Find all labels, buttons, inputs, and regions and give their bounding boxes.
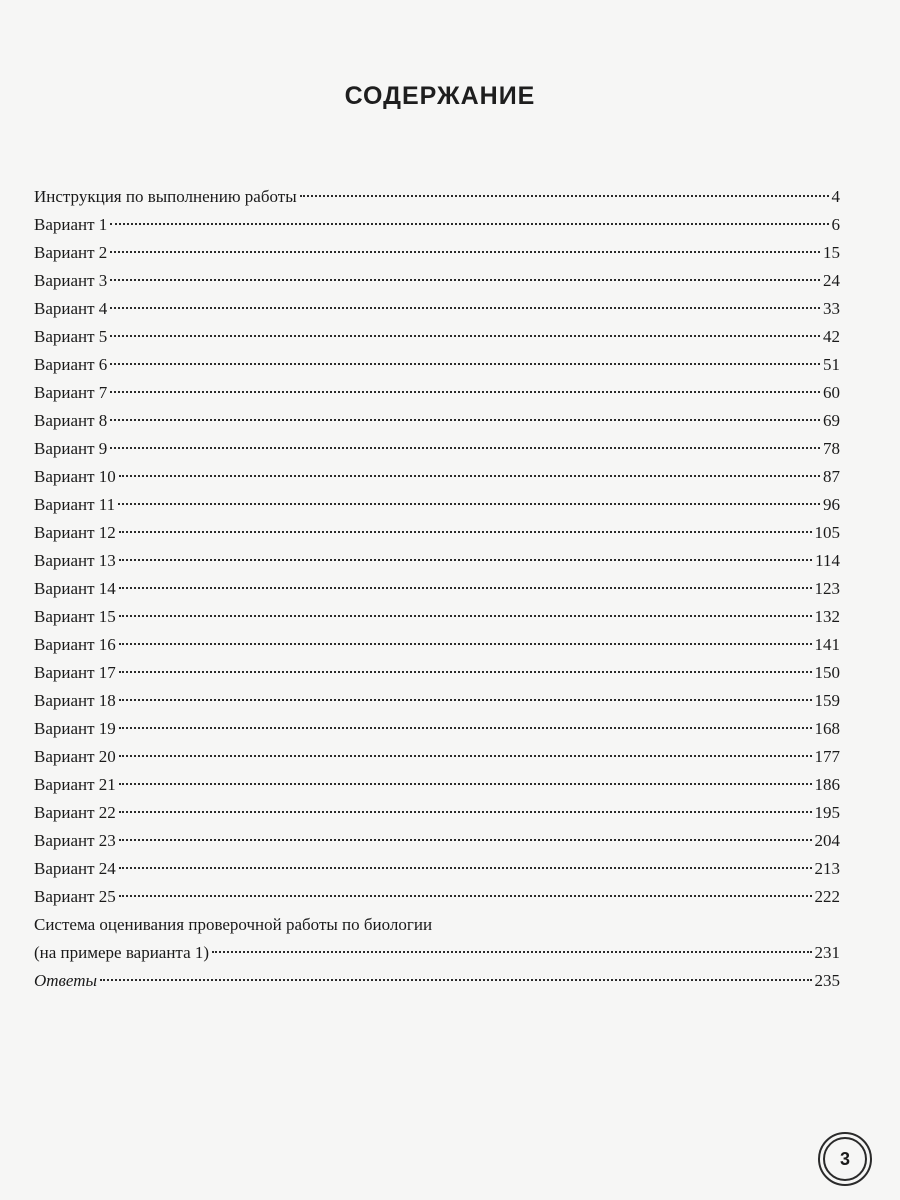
toc-entry <box>34 715 840 743</box>
toc-entry-label: Вариант 21 <box>34 775 116 794</box>
toc-entry-page: 141 <box>814 635 840 654</box>
toc-entry-page: 168 <box>814 719 840 738</box>
toc-entry-grading-line1: Система оценивания проверочной работы по биологии <box>34 915 433 934</box>
dot-leader <box>110 363 820 365</box>
toc-entry-label: Вариант 18 <box>34 691 116 710</box>
toc-entry-page: 159 <box>814 691 840 710</box>
toc-entry-label: Вариант 3 <box>34 271 108 290</box>
toc-entry-label: Вариант 15 <box>34 607 116 626</box>
dot-leader <box>110 447 820 449</box>
toc-entry <box>34 771 840 799</box>
toc-entry <box>34 799 840 827</box>
toc-entry <box>34 267 840 295</box>
dot-leader <box>110 391 820 393</box>
toc-entry <box>34 827 840 855</box>
dot-leader <box>119 643 812 645</box>
toc-entry-label: Вариант 17 <box>34 663 116 682</box>
toc-entry-page: 6 <box>831 215 840 234</box>
toc-entry <box>34 603 840 631</box>
toc-entry <box>34 855 840 883</box>
page-number: 3 <box>823 1137 867 1181</box>
toc-entry-page: 69 <box>823 411 840 430</box>
toc-entry-label: Вариант 20 <box>34 747 116 766</box>
toc-entry-page: 78 <box>823 439 840 458</box>
dot-leader <box>119 839 812 841</box>
toc-entry-label: Ответы <box>34 971 98 990</box>
toc-entry-page: 42 <box>823 327 840 346</box>
toc-entry-page: 150 <box>814 663 840 682</box>
dot-leader <box>100 979 811 981</box>
dot-leader <box>110 251 820 253</box>
toc-entry <box>34 211 840 239</box>
toc-entry <box>34 351 840 379</box>
toc-entry-page: 177 <box>814 747 840 766</box>
dot-leader <box>119 895 812 897</box>
toc-entry-label: Инструкция по выполнению работы <box>34 187 297 206</box>
toc-entry-page: 213 <box>814 859 840 878</box>
dot-leader <box>119 671 812 673</box>
dot-leader <box>119 755 812 757</box>
toc-entry <box>34 295 840 323</box>
dot-leader <box>118 503 820 505</box>
dot-leader <box>119 587 812 589</box>
toc-entry-page: 87 <box>823 467 840 486</box>
toc-entry-grading <box>34 939 840 967</box>
toc-entry-label: Вариант 1 <box>34 215 108 234</box>
toc-entry-page: 123 <box>814 579 840 598</box>
toc-entry-label: Вариант 7 <box>34 383 108 402</box>
dot-leader <box>119 475 820 477</box>
dot-leader <box>110 223 828 225</box>
toc-entry-label: Вариант 2 <box>34 243 108 262</box>
toc-entry-page: 204 <box>814 831 840 850</box>
dot-leader <box>119 615 812 617</box>
toc-entry-label: Вариант 19 <box>34 719 116 738</box>
toc-entry-page: 105 <box>814 523 840 542</box>
toc-entry-page: 4 <box>831 187 840 206</box>
toc-entry-page: 24 <box>823 271 840 290</box>
toc-entry-page: 222 <box>814 887 840 906</box>
toc-entry-label: (на примере варианта 1) <box>34 943 210 962</box>
toc-entry-page: 231 <box>814 943 840 962</box>
toc-entry <box>34 183 840 211</box>
toc-entry-page: 15 <box>823 243 840 262</box>
dot-leader <box>110 279 820 281</box>
dot-leader <box>110 419 820 421</box>
toc-entry <box>34 463 840 491</box>
dot-leader <box>119 811 812 813</box>
dot-leader <box>119 559 812 561</box>
toc-entry-label: Вариант 16 <box>34 635 116 654</box>
toc-entry-page: 60 <box>823 383 840 402</box>
dot-leader <box>119 531 812 533</box>
dot-leader <box>110 307 820 309</box>
toc-entry <box>34 883 840 911</box>
toc-entry-label: Вариант 13 <box>34 551 116 570</box>
toc-entry-label: Вариант 25 <box>34 887 116 906</box>
toc-entry-label: Вариант 9 <box>34 439 108 458</box>
toc-entry-page: 235 <box>814 971 840 990</box>
page-number-badge <box>818 1132 872 1186</box>
toc-entry <box>34 547 840 575</box>
toc-entry-label: Вариант 12 <box>34 523 116 542</box>
toc-entry-answers <box>34 967 840 995</box>
toc-entry <box>34 575 840 603</box>
toc-entry-label: Вариант 10 <box>34 467 116 486</box>
toc-entry <box>34 407 840 435</box>
toc-entry <box>34 743 840 771</box>
toc-entry-page: 114 <box>815 551 840 570</box>
toc-entry <box>34 491 840 519</box>
toc-entry <box>34 519 840 547</box>
toc-entry <box>34 687 840 715</box>
toc-entries <box>34 183 840 911</box>
toc-entry <box>34 631 840 659</box>
dot-leader <box>110 335 820 337</box>
toc-entry-label: Вариант 8 <box>34 411 108 430</box>
toc-entry <box>34 659 840 687</box>
toc-entry-label: Вариант 4 <box>34 299 108 318</box>
toc-entry-label: Вариант 23 <box>34 831 116 850</box>
toc-entry-page: 132 <box>814 607 840 626</box>
dot-leader <box>212 951 811 953</box>
dot-leader <box>119 727 812 729</box>
table-of-contents <box>34 183 840 995</box>
page-title: СОДЕРЖАНИЕ <box>344 82 536 110</box>
dot-leader <box>119 783 812 785</box>
toc-entry-page: 186 <box>814 775 840 794</box>
toc-entry-label: Вариант 22 <box>34 803 116 822</box>
toc-entry-label: Вариант 6 <box>34 355 108 374</box>
toc-entry-page: 96 <box>823 495 840 514</box>
toc-entry-page: 195 <box>814 803 840 822</box>
toc-entry-label: Вариант 5 <box>34 327 108 346</box>
toc-entry <box>34 239 840 267</box>
dot-leader <box>300 195 829 197</box>
toc-entry-label: Вариант 14 <box>34 579 116 598</box>
toc-entry-page: 33 <box>823 299 840 318</box>
toc-entry-label: Вариант 24 <box>34 859 116 878</box>
toc-entry-page: 51 <box>823 355 840 374</box>
toc-entry <box>34 379 840 407</box>
toc-entry <box>34 435 840 463</box>
toc-entry-label: Вариант 11 <box>34 495 116 514</box>
dot-leader <box>119 867 812 869</box>
dot-leader <box>119 699 812 701</box>
toc-entry <box>34 323 840 351</box>
